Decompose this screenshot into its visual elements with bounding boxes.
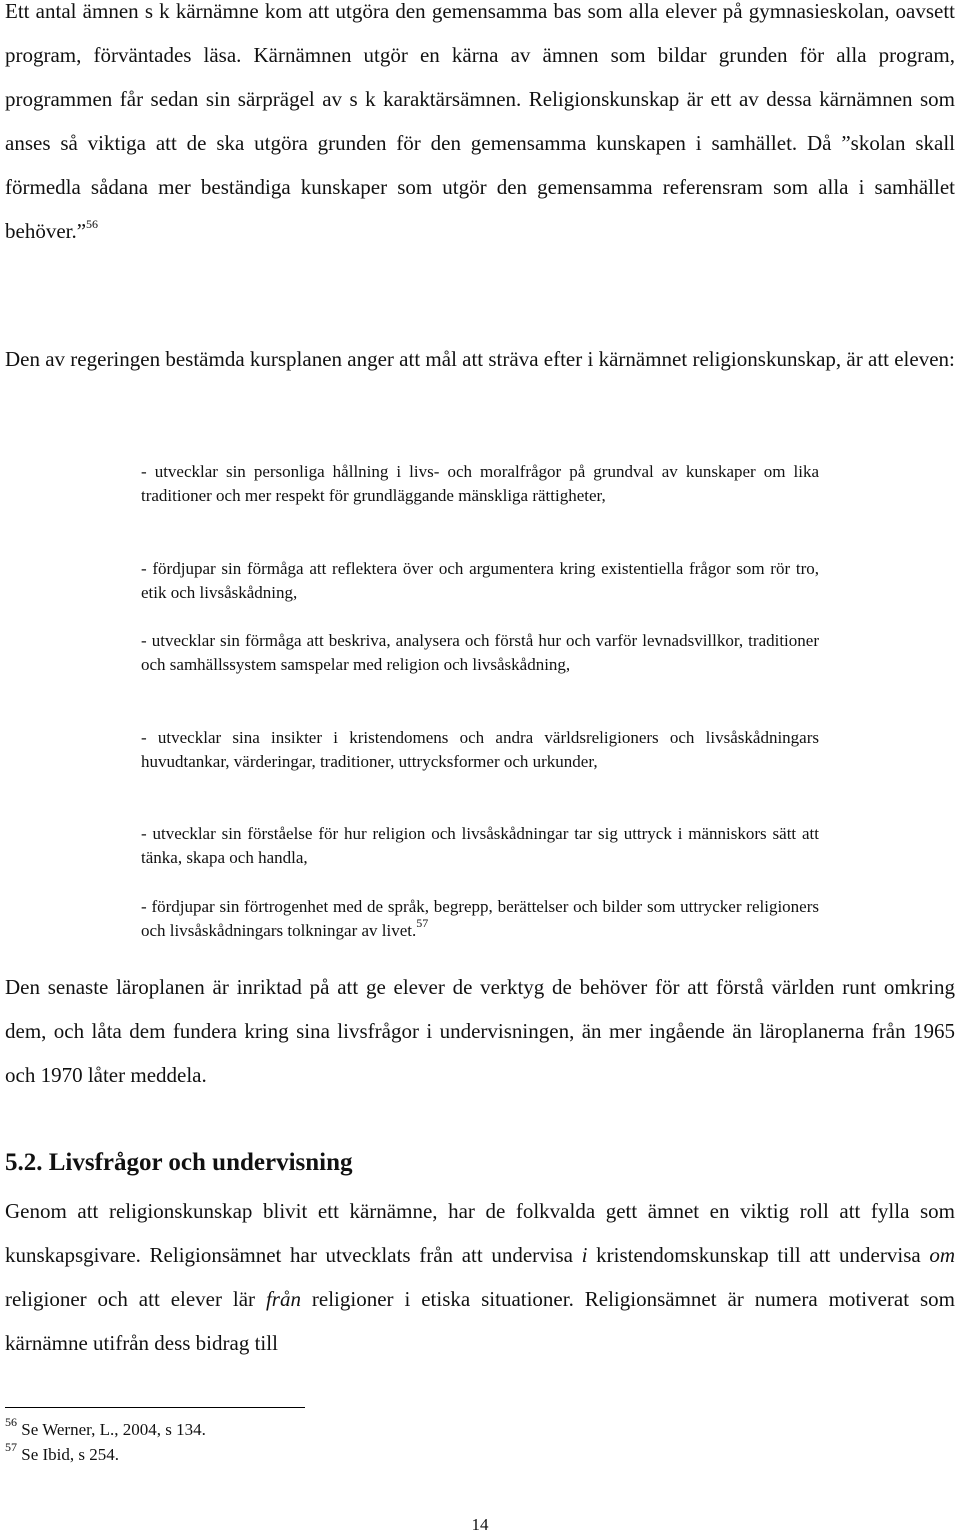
paragraph-kursplan: Den av regeringen bestämda kursplanen anger att mål att sträva efter i kärnämnet religionskunskap, är att eleven: bbox=[5, 347, 955, 371]
quote-item-6 bbox=[141, 895, 819, 943]
text-segment: kristendomskunskap till att undervisa bbox=[587, 1243, 930, 1267]
quote-item-5: - utvecklar sin förståelse för hur religion och livsåskådningar tar sig uttryck i människors sätt att tänka, skapa och handla, bbox=[141, 824, 819, 867]
footnote-number: 56 bbox=[5, 1415, 17, 1430]
quote-item-text: - fördjupar sin förtrogenhet med de språk, begrepp, berättelser och bilder som uttrycker religioners och livsåskådningars tolkningar av livet. bbox=[141, 897, 819, 940]
italic-text: om bbox=[929, 1243, 956, 1267]
footnote-text: Se Ibid, s 254. bbox=[21, 1445, 119, 1464]
footnote-divider bbox=[5, 1407, 305, 1408]
footnote-ref-57[interactable]: 57 bbox=[416, 916, 429, 931]
paragraph-laroplan: Den senaste läroplanen är inriktad på att ge elever de verktyg de behöver för att förstå världen runt omkring dem, och låta dem fundera kring sina livsfrågor i undervisningen, än mer ingående än läroplanerna från 1965 och 1970 låter meddela. bbox=[5, 975, 955, 1087]
text-segment: religioner och att elever lär bbox=[5, 1287, 266, 1311]
italic-text: från bbox=[265, 1287, 301, 1311]
footnote-number: 57 bbox=[5, 1440, 17, 1455]
quote-item-3: - utvecklar sin förmåga att beskriva, analysera och förstå hur och varför levnadsvillkor, traditioner och samhällssystem samspelar med religion och livsåskådning, bbox=[141, 631, 819, 674]
paragraph-karnamnen bbox=[5, 0, 955, 253]
text-segment: Genom att religionskunskap blivit ett kärnämne, har de folkvalda gett ämnet en viktig roll att fylla som kunskapsgivare. Religionsämnet har utvecklats från att undervisa bbox=[5, 1199, 955, 1267]
paragraph-livsfragor bbox=[5, 1189, 955, 1365]
quote-item-1: - utvecklar sin personliga hållning i livs- och moralfrågor på grundval av kunskaper om lika traditioner och mer respekt för grundläggande mänskliga rättigheter, bbox=[141, 462, 819, 505]
quote-item-4: - utvecklar sina insikter i kristendomens och andra världsreligioners och livsåskådningars huvudtankar, värderingar, traditioner, uttrycksformer och urkunder, bbox=[141, 728, 819, 771]
footnote-ref-56[interactable]: 56 bbox=[86, 217, 99, 231]
text-segment: religioner i etiska situationer. Religionsämnet är numera motiverat som kärnämne utifrån dess bidrag till bbox=[5, 1287, 955, 1355]
footnote-56 bbox=[5, 1415, 206, 1442]
footnote-text: Se Werner, L., 2004, s 134. bbox=[21, 1420, 206, 1439]
page-number: 14 bbox=[471, 1515, 489, 1534]
footnote-57 bbox=[5, 1440, 119, 1467]
quote-item-2: - fördjupar sin förmåga att reflektera över och argumentera kring existentiella frågor som rör tro, etik och livsåskådning, bbox=[141, 559, 819, 602]
italic-text: i bbox=[581, 1243, 588, 1267]
section-heading: 5.2. Livsfrågor och undervisning bbox=[5, 1149, 353, 1176]
paragraph-text: Ett antal ämnen s k kärnämne kom att utgöra den gemensamma bas som alla elever på gymnasieskolan, oavsett program, förväntades läsa. Kärnämnen utgör en kärna av ämnen som bildar grunden för alla program, programmen får sedan sin särprägel av s k karaktärsämnen. Religionskunskap är ett av dessa kärnämnen som anses så viktiga att de ska utgöra grunden för den gemensamma kunskapen i samhället. Då ”skolan skall förmedla sådana mer beständiga kunskaper som utgör den gemensamma referensram som alla i samhället behöver.” bbox=[5, 0, 955, 243]
